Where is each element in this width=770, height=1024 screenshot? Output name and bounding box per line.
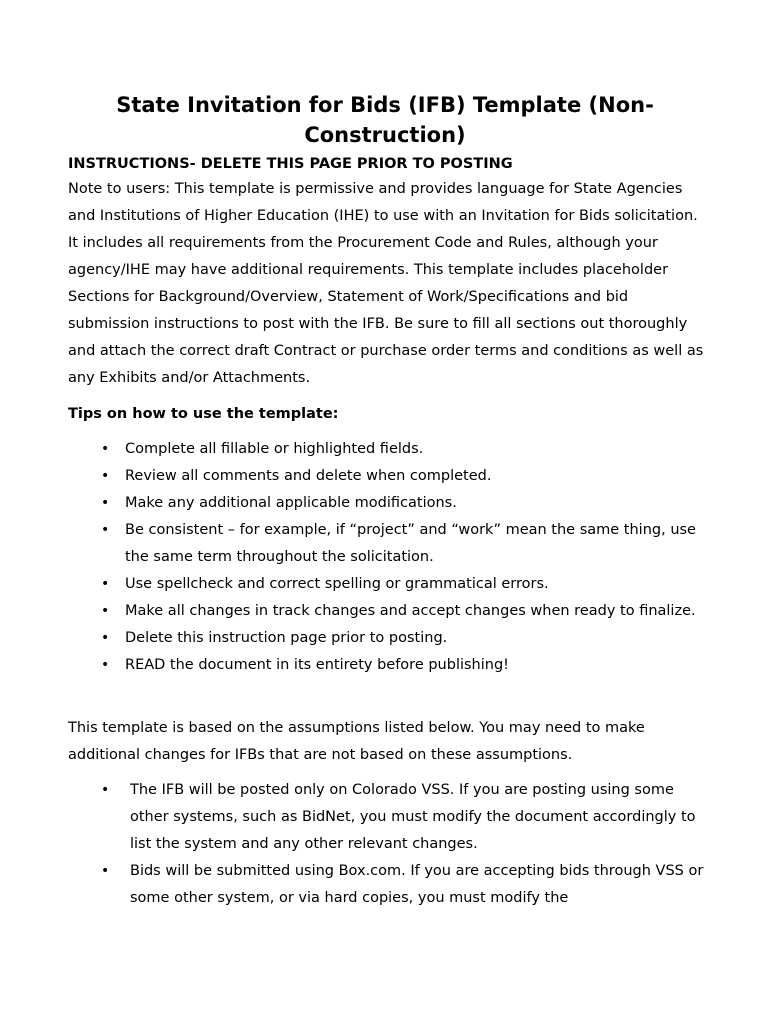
list-item-text: Complete all fillable or highlighted fields.	[125, 441, 424, 457]
document-title: State Invitation for Bids (IFB) Template (Non-Construction)	[116, 93, 654, 147]
bullet-icon: •	[101, 630, 110, 646]
list-item-text: READ the document in its entirety before publishing!	[125, 657, 509, 673]
list-item	[101, 777, 710, 858]
bullet-icon: •	[101, 863, 110, 879]
list-item-text: Delete this instruction page prior to posting.	[125, 630, 448, 646]
list-item	[101, 571, 705, 598]
bullet-icon: •	[101, 468, 110, 484]
bullet-icon: •	[101, 576, 110, 592]
list-item	[101, 625, 705, 652]
bullet-icon: •	[101, 603, 110, 619]
bullet-icon: •	[101, 657, 110, 673]
instructions-heading: INSTRUCTIONS- DELETE THIS PAGE PRIOR TO POSTING	[68, 156, 513, 172]
list-item-text: The IFB will be posted only on Colorado VSS. If you are posting using some other systems, such as BidNet, you must modify the document accordingly to list the system and any other relevant changes.	[130, 782, 696, 852]
list-item-text: Bids will be submitted using Box.com. If you are accepting bids through VSS or some other system, or via hard copies, you must modify the	[130, 863, 704, 906]
list-item-text: Be consistent – for example, if “project” and “work” mean the same thing, use the same term throughout the solicitation.	[125, 522, 696, 565]
bullet-icon: •	[101, 441, 110, 457]
assumptions-intro: This template is based on the assumptions listed below. You may need to make additional changes for IFBs that are not based on these assumptions.	[68, 720, 645, 763]
list-item	[101, 858, 710, 912]
list-item	[101, 436, 705, 463]
list-item-text: Make any additional applicable modifications.	[125, 495, 457, 511]
bullet-icon: •	[101, 782, 110, 798]
list-item	[101, 652, 705, 679]
assumptions-list	[101, 777, 710, 912]
list-item-text: Use spellcheck and correct spelling or grammatical errors.	[125, 576, 549, 592]
bullet-icon: •	[101, 495, 110, 511]
list-item	[101, 598, 705, 625]
list-item	[101, 463, 705, 490]
tips-heading: Tips on how to use the template:	[68, 406, 339, 422]
list-item-text: Review all comments and delete when completed.	[125, 468, 492, 484]
list-item	[101, 490, 705, 517]
tips-list	[101, 436, 705, 679]
list-item	[101, 517, 705, 571]
note-paragraph: Note to users: This template is permissive and provides language for State Agencies and Institutions of Higher Education (IHE) to use with an Invitation for Bids solicitation. It includes all requirements from the Procurement Code and Rules, although your agency/IHE may have additional requirements. This template includes placeholder Sections for Background/Overview, Statement of Work/Specifications and bid submission instructions to post with the IFB. Be sure to fill all sections out thoroughly and attach the correct draft Contract or purchase order terms and conditions as well as any Exhibits and/or Attachments.	[68, 181, 704, 386]
bullet-icon: •	[101, 522, 110, 538]
list-item-text: Make all changes in track changes and accept changes when ready to finalize.	[125, 603, 696, 619]
